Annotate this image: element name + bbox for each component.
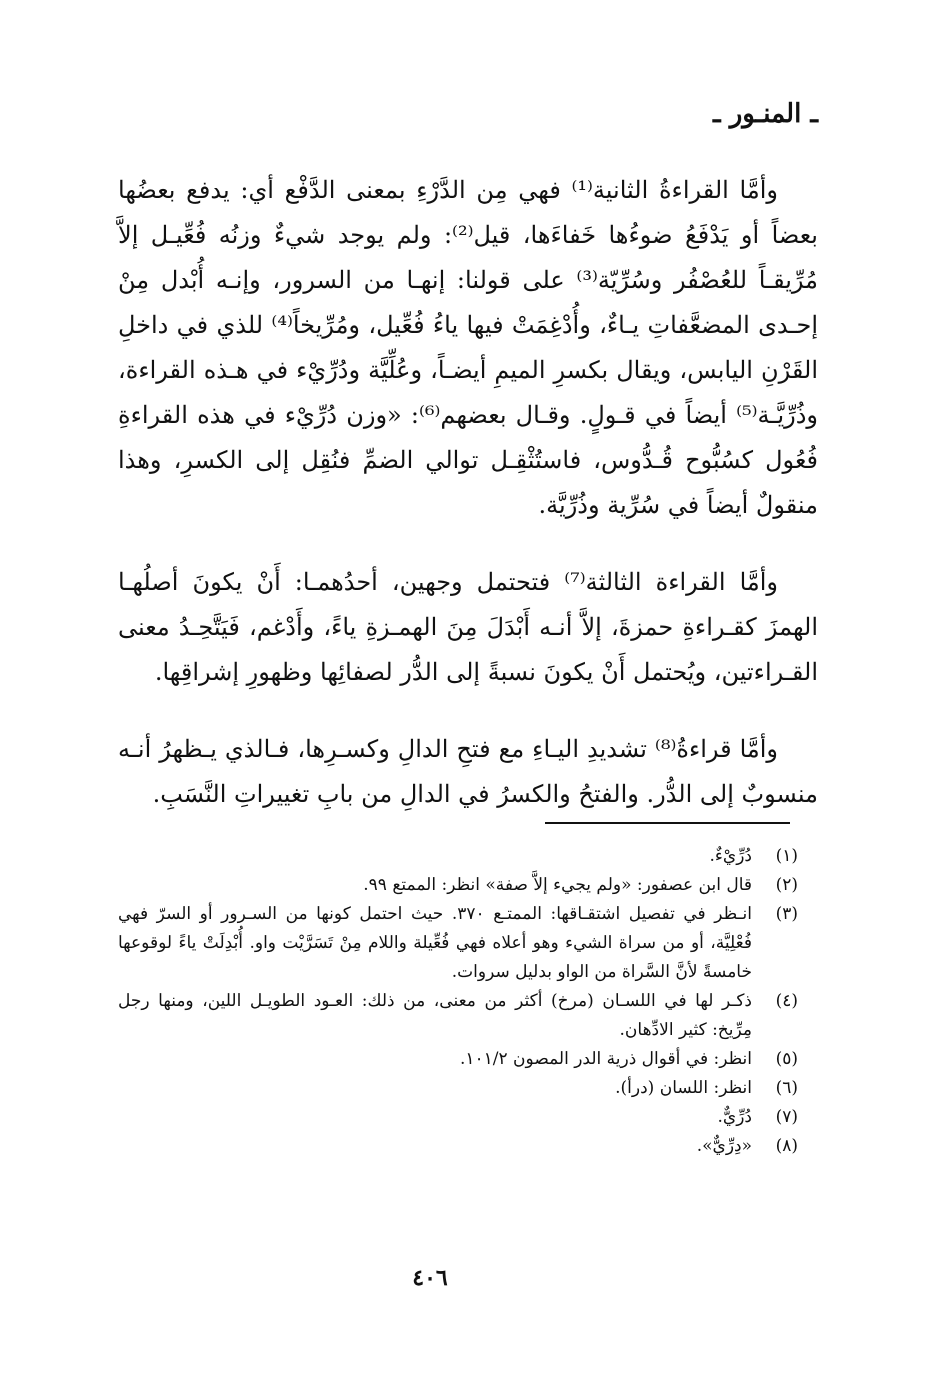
footnotes: [118, 842, 798, 1161]
footnote-separator: [545, 822, 790, 824]
paragraph: وأمَّا قراءةُ⁽⁸⁾ تشديدِ اليـاءِ مع فتحِ الدالِ وكسـرِها، فـالذي يـظهرُ أنـه منسوبٌ إلى الدُّر. والفتحُ والكسرُ في الدالِ من بابِ تغييراتِ النَّسَبِ.: [118, 735, 818, 808]
footnote-item: [118, 1045, 798, 1074]
footnote-number: (٣): [775, 904, 798, 924]
footnote-number: (٤): [775, 991, 798, 1011]
main-text: [118, 168, 818, 817]
footnote-text: انظر: اللسان (درأ).: [615, 1078, 752, 1098]
footnote-number: (٢): [775, 875, 798, 895]
paragraph: وأمَّا القراءةُ الثانية⁽¹⁾ فهي مِن الدَّرْءِ بمعنى الدَّفْع أي: يدفع بعضُها بعضاً أو يَدْفَعُ ضوءُها خَفاءَها، قيل⁽²⁾: ولم يوجد شيءٌ وزنُه فُعِّيـل إلاَّ مُرِّيقـاً للعُصْفُر وسُرِّيّة⁽³⁾ على قولنا: إنهـا من السرور، وإنـه أُبْدل مِنْ إحـدى المضعَّفاتِ يـاءٌ، وأُدْغِمَتْ فيها ياءُ فُعِّيل، ومُرِّيخاً⁽⁴⁾ للذي في داخلِ القَرْنِ اليابس، ويقال بكسرِ الميمِ أيضـاً، وعُلِّيَّة ودُرِّيْء في هـذه القراءة، وذُرِّيَّـة⁽⁵⁾ أيضاً في قـولٍ. وقـال بعضهم⁽⁶⁾: «وزن دُرِّيْء في هذه القراءةِ فُعُول كسُبُّوح قُـدُّوس، فاستُثْقِـل توالي الضمِّ فنُقِل إلى الكسرِ، وهذا منقولٌ أيضاً في سُرِّية وذُرِّيَّة.: [118, 176, 818, 519]
footnote-text: ذكـر لها في اللسـان (مرخ) أكثر من معنى، من ذلك: العـود الطويـل اللين، ومنها رجل مِرِّيخ: كثير الادِّهان.: [118, 991, 752, 1040]
footnote-text: دُرِّيٌّ.: [717, 1107, 752, 1127]
running-header: ـ المنـور ـ: [713, 99, 818, 129]
footnote-text: قال ابن عصفور: «ولم يجيء إلاَّ صفة» انظر: الممتع ٩٩.: [363, 875, 752, 895]
footnote-text: «دِرِّيٌّ».: [696, 1136, 752, 1156]
footnote-number: (٥): [775, 1049, 798, 1069]
footnote-item: [118, 1074, 798, 1103]
footnote-item: [118, 900, 798, 987]
footnote-text: انـظر في تفصيل اشتقـاقها: الممتـع ٣٧٠. حيث احتمل كونها من السـرور أو السرّ فهي فُعْلِيَّة، أو من سراة الشيء وهو أعلاه فهي فُعِّيلة واللام مِنْ تَسَرَّيْت واو. أُبْدِلَتْ ياءً لوقوعها خامسةً لأنَّ السَّراة من الواو بدليل سروات.: [118, 904, 752, 982]
footnote-number: (٨): [775, 1136, 798, 1156]
footnote-text: انظر: في أقوال ذرية الدر المصون ١٠١/٢.: [459, 1049, 752, 1069]
footnote-text: دُرِّيْءٌ.: [709, 846, 752, 866]
footnote-item: [118, 1103, 798, 1132]
footnote-item: [118, 871, 798, 900]
footnote-number: (٧): [775, 1107, 798, 1127]
page-number: ٤٠٦: [412, 1265, 448, 1291]
footnote-item: [118, 842, 798, 871]
footnote-item: [118, 1132, 798, 1161]
footnote-item: [118, 987, 798, 1045]
footnote-number: (٦): [775, 1078, 798, 1098]
footnote-number: (١): [775, 846, 798, 866]
paragraph: وأمَّا القراءة الثالثة⁽⁷⁾ فتحتمل وجهين، أحدُهمـا: أَنْ يكونَ أصلُهـا الهمزَ كقـراءةِ حمزةَ، إلاَّ أنـه أَبْدَلَ مِنَ الهمـزةِ ياءً، وأَدْغم، فَيَتَّحِـدُ معنى القـراءتين، ويُحتمل أَنْ يكونَ نسبةً إلى الدُّر لصفائِها وظهورِ إشراقِها.: [118, 568, 818, 686]
